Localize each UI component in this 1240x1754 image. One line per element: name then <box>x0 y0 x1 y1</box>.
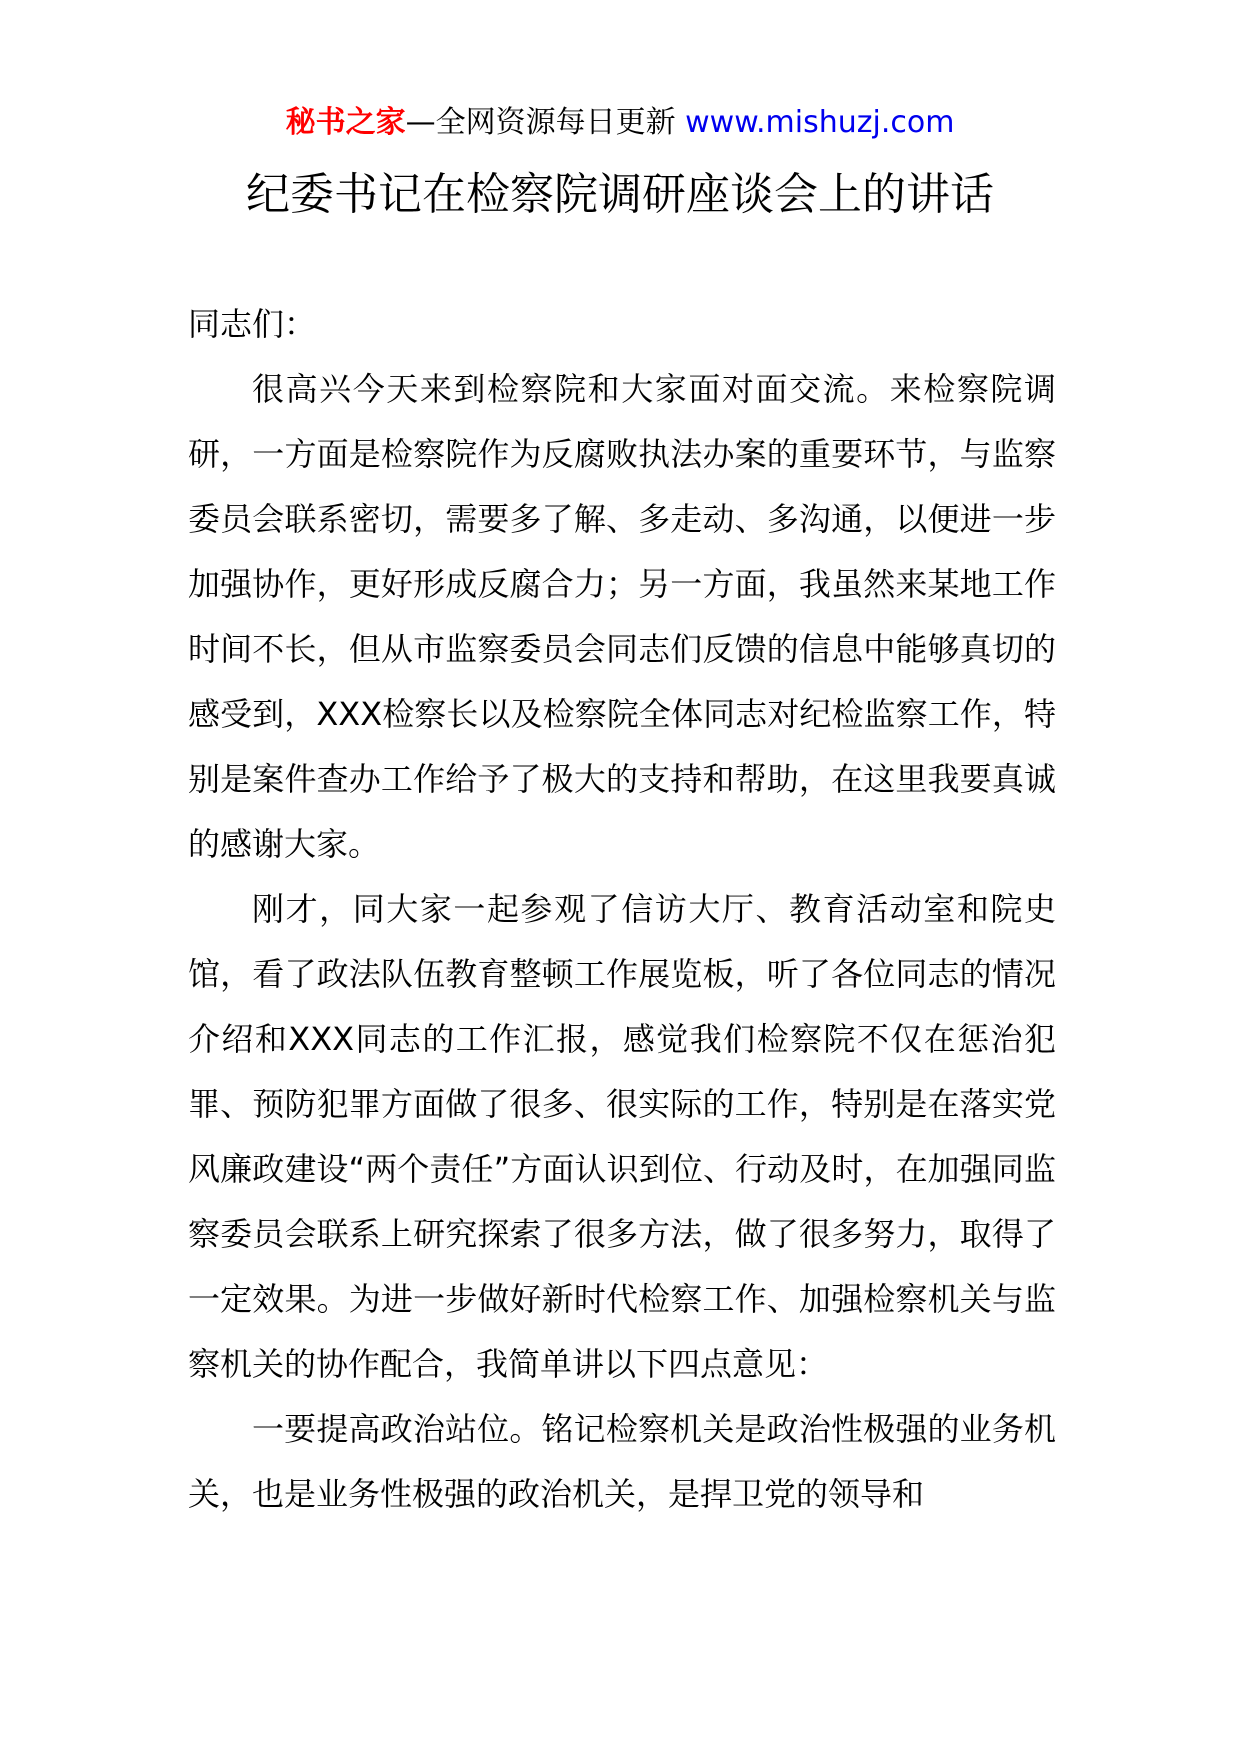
site-brand: 秘书之家 <box>285 105 406 140</box>
paragraph-2: 刚才，同大家一起参观了信访大厅、教育活动室和院史馆，看了政法队伍教育整顿工作展览板，听了各位同志的情况介绍和XXX同志的工作汇报，感觉我们检察院不仅在惩治犯罪、预防犯罪方面做了很多、很实际的工作，特别是在落实党风廉政建设“两个责任”方面认识到位、行动及时，在加强同监察委员会联系上研究探索了很多方法，做了很多努力，取得了一定效果。为进一步做好新时代检察工作、加强检察机关与监察机关的协作配合，我简单讲以下四点意见： <box>188 890 1056 1383</box>
salutation: 同志们： <box>188 305 317 343</box>
document-title: 纪委书记在检察院调研座谈会上的讲话 <box>246 169 994 220</box>
site-url-link[interactable]: www.mishuzj.com <box>685 105 955 140</box>
site-slogan: —全网资源每日更新 <box>405 105 676 140</box>
document-body <box>188 292 1056 1527</box>
paragraph-1: 很高兴今天来到检察院和大家面对面交流。来检察院调研，一方面是检察院作为反腐败执法办案的重要环节，与监察委员会联系密切，需要多了解、多走动、多沟通，以便进一步加强协作，更好形成反腐合力；另一方面，我虽然来某地工作时间不长，但从市监察委员会同志们反馈的信息中能够真切的感受到，XXX检察长以及检察院全体同志对纪检监察工作，特别是案件查办工作给予了极大的支持和帮助，在这里我要真诚的感谢大家。 <box>188 370 1056 863</box>
site-header <box>0 98 1240 148</box>
paragraph-3: 一要提高政治站位。铭记检察机关是政治性极强的业务机关，也是业务性极强的政治机关，是捍卫党的领导和 <box>188 1410 1056 1513</box>
